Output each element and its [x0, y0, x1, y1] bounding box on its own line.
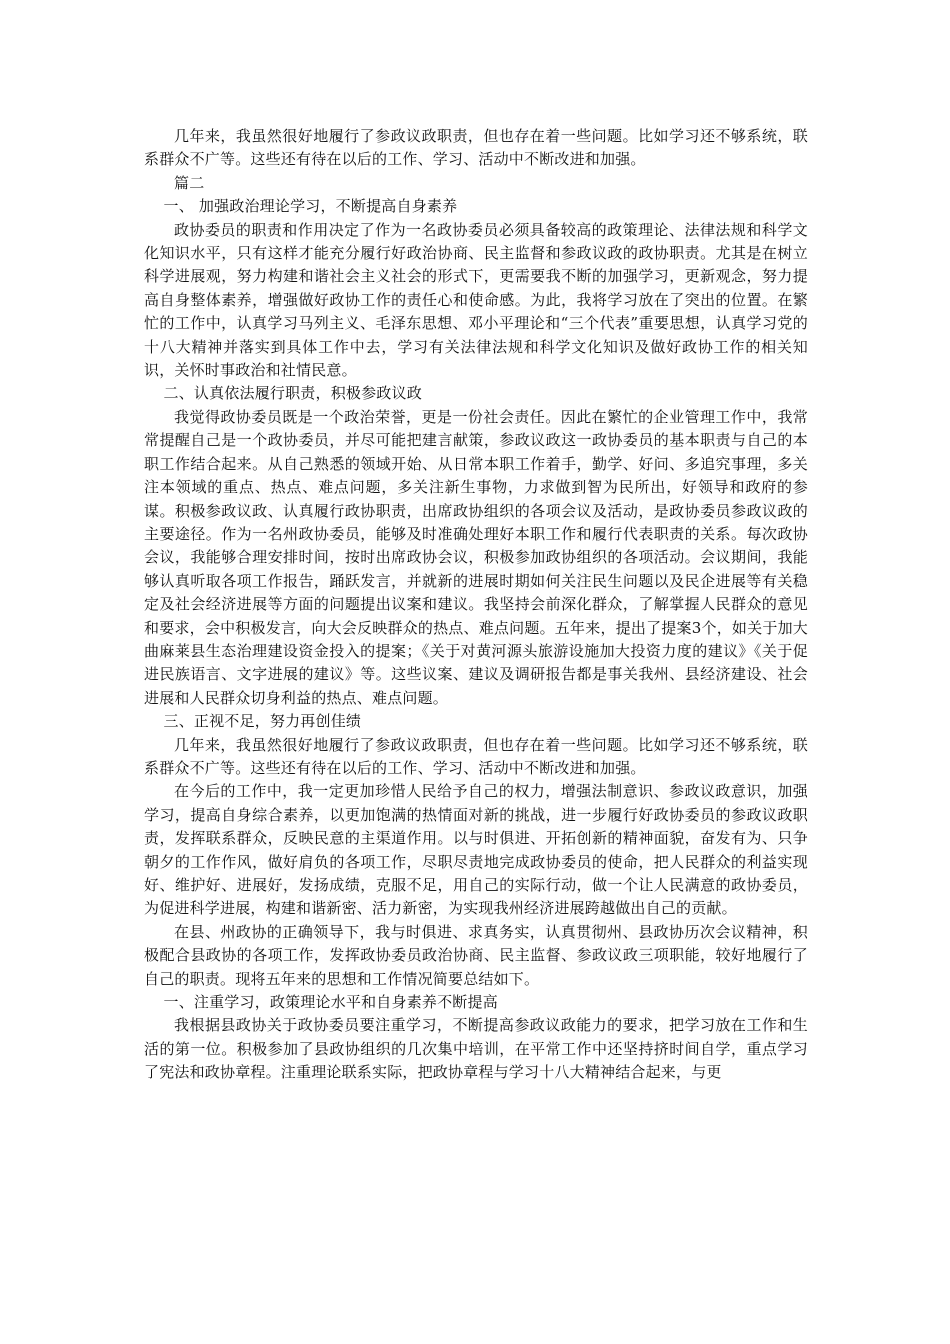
- paragraph: 几年来，我虽然很好地履行了参政议政职责，但也存在着一些问题。比如学习还不够系统，联系群众不广等。这些还有待在以后的工作、学习、活动中不断改进和加强。: [144, 127, 808, 169]
- section-heading: 二、认真依法履行职责，积极参政议政: [163, 384, 422, 403]
- section-heading: 一、 加强政治理论学习，不断提高自身素养: [163, 197, 458, 216]
- paragraph: 在县、州政协的正确领导下，我与时俱进、求真务实，认真贯彻州、县政协历次会议精神，积极配合县政协的各项工作，发挥政协委员政治协商、民主监督、参政议政三项职能，较好地履行了自己的职责。现将五年来的思想和工作情况简要总结如下。: [144, 922, 808, 988]
- part-heading: 篇二: [174, 173, 205, 192]
- paragraph: 我根据县政协关于政协委员要注重学习，不断提高参政议政能力的要求，把学习放在工作和生活的第一位。积极参加了县政协组织的几次集中培训，在平常工作中还坚持挤时间自学，重点学习了宪法和政协章程。注重理论联系实际，把政协章程与学习十八大精神结合起来，与更: [144, 1016, 808, 1082]
- paragraph: 在今后的工作中，我一定更加珍惜人民给予自己的权力，增强法制意识、参政议政意识，加强学习，提高自身综合素养，以更加饱满的热情面对新的挑战，进一步履行好政协委员的参政议政职责，发挥联系群众，反映民意的主渠道作用。以与时俱进、开拓创新的精神面貌，奋发有为、只争朝夕的工作作风，做好肩负的各项工作，尽职尽责地完成政协委员的使命，把人民群众的利益实现好、维护好、进展好，发扬成绩，克服不足，用自己的实际行动，做一个让人民满意的政协委员，为促进科学进展，构建和谐新密、活力新密，为实现我州经济进展跨越做出自己的贡献。: [144, 782, 808, 918]
- paragraph: 几年来，我虽然很好地履行了参政议政职责，但也存在着一些问题。比如学习还不够系统，联系群众不广等。这些还有待在以后的工作、学习、活动中不断改进和加强。: [144, 735, 808, 777]
- document-page: [144, 125, 808, 1085]
- paragraph: 政协委员的职责和作用决定了作为一名政协委员必须具备较高的政策理论、法律法规和科学文化知识水平，只有这样才能充分履行好政治协商、民主监督和参政议政的政协职责。尤其是在树立科学进展观，努力构建和谐社会主义社会的形式下，更需要我不断的加强学习，更新观念，努力提高自身整体素养，增强做好政协工作的责任心和使命感。为此，我将学习放在了突出的位置。在繁忙的工作中，认真学习马列主义、毛泽东思想、邓小平理论和“三个代表”重要思想，认真学习党的十八大精神并落实到具体工作中去，学习有关法律法规和科学文化知识及做好政协工作的相关知识，关怀时事政治和社情民意。: [144, 220, 808, 380]
- section-heading: 三、正视不足，努力再创佳绩: [163, 712, 362, 731]
- paragraph: 我觉得政协委员既是一个政治荣誉，更是一份社会责任。因此在繁忙的企业管理工作中，我常常提醒自己是一个政协委员，并尽可能把建言献策，参政议政这一政协委员的基本职责与自己的本职工作结合起来。从自己熟悉的领域开始、从日常本职工作着手，勤学、好问、多追究事理，多关注本领域的重点、热点、难点问题，多关注新生事物，力求做到智为民所出，好领导和政府的参谋。积极参政议政、认真履行政协职责，出席政协组织的各项会议及活动，是政协委员参政议政的主要途径。作为一名州政协委员，能够及时准确处理好本职工作和履行代表职责的关系。每次政协会议，我能够合理安排时间，按时出席政协会议，积极参加政协组织的各项活动。会议期间，我能够认真听取各项工作报告，踊跃发言，并就新的进展时期如何关注民生问题以及民企进展等有关稳定及社会经济进展等方面的问题提出议案和建议。我坚持会前深化群众，了解掌握人民群众的意见和要求，会中积极发言，向大会反映群众的热点、难点问题。五年来，提出了提案3个，如关于加大曲麻莱县生态治理建设资金投入的提案；《关于对黄河源头旅游设施加大投资力度的建议》《关于促进民族语言、文字进展的建议》等。这些议案、建议及调研报告都是事关我州、县经济建设、社会进展和人民群众切身利益的热点、难点问题。: [144, 407, 808, 707]
- section-heading: 一、注重学习，政策理论水平和自身素养不断提高: [163, 993, 498, 1012]
